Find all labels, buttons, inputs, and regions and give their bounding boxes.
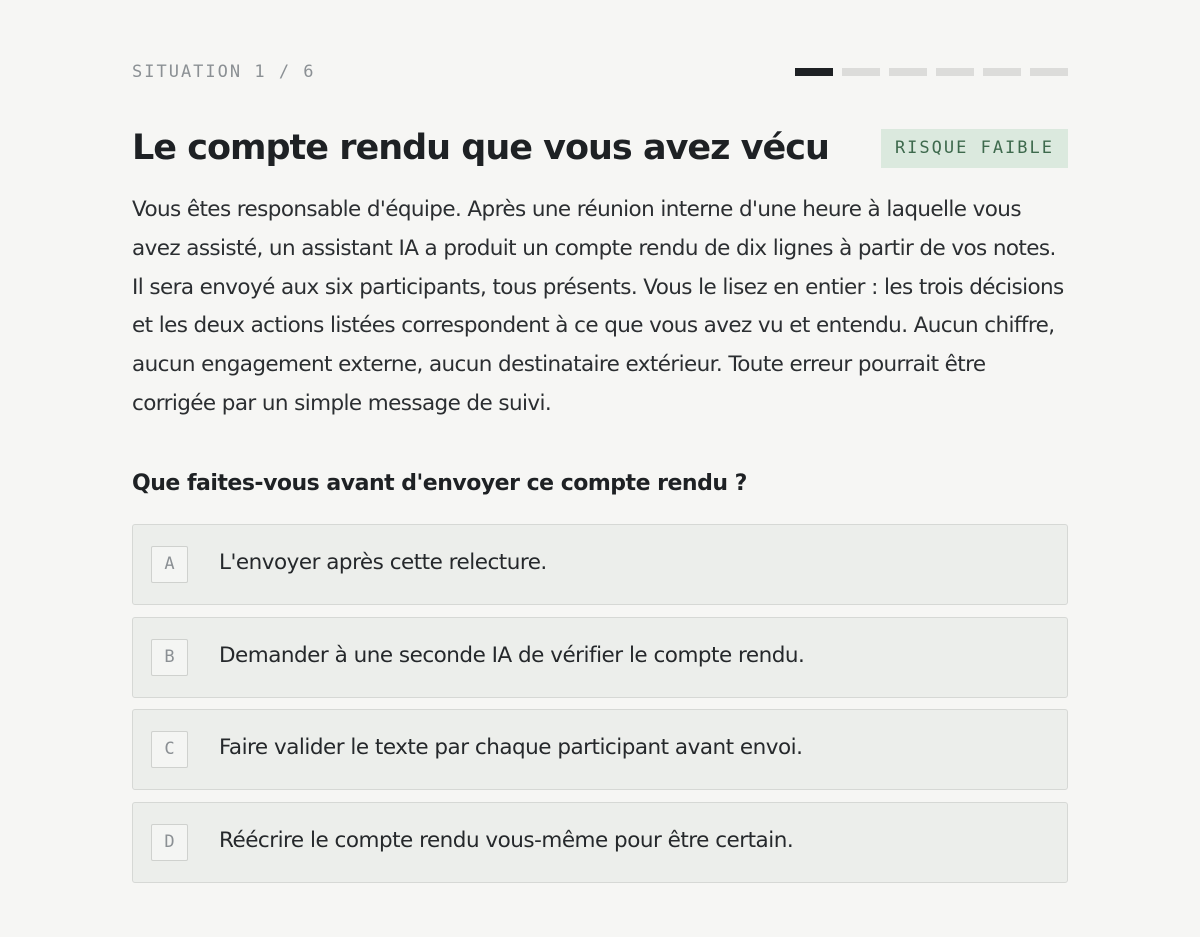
option-a[interactable] <box>132 524 1068 605</box>
option-b[interactable] <box>132 617 1068 698</box>
answer-options <box>132 524 1068 894</box>
question-prompt: Que faites-vous avant d'envoyer ce compte rendu ? <box>132 471 747 496</box>
option-text: Faire valider le texte par chaque participant avant envoi. <box>219 735 803 760</box>
progress-segment <box>1030 68 1068 76</box>
option-c[interactable] <box>132 709 1068 790</box>
option-text: L'envoyer après cette relecture. <box>219 550 547 575</box>
progress-bar <box>795 68 1068 76</box>
progress-segment <box>936 68 974 76</box>
option-key: D <box>151 824 188 861</box>
option-text: Réécrire le compte rendu vous-même pour être certain. <box>219 827 794 853</box>
option-key: A <box>151 546 188 583</box>
step-counter: SITUATION 1 / 6 <box>132 62 316 82</box>
progress-segment <box>889 68 927 76</box>
risk-badge: RISQUE FAIBLE <box>881 129 1068 168</box>
progress-segment <box>983 68 1021 76</box>
progress-header <box>132 60 1068 84</box>
progress-segment <box>842 68 880 76</box>
option-d[interactable] <box>132 802 1068 883</box>
situation-description: Vous êtes responsable d'équipe. Après une réunion interne d'une heure à laquelle vous avez assisté, un assistant IA a produit un compte rendu de dix lignes à partir de vos notes. Il sera envoyé aux six participants, tous présents. Vous le lisez en entier : les trois décisions et les deux actions listées correspondent à ce que vous avez vu et entendu. Aucun chiffre, aucun engagement externe, aucun destinataire extérieur. Toute erreur pourrait être corrigée par un simple message de suivi. <box>132 197 1064 416</box>
option-key: B <box>151 639 188 676</box>
option-text: Demander à une seconde IA de vérifier le compte rendu. <box>219 642 805 668</box>
situation-title: Le compte rendu que vous avez vécu <box>132 128 829 168</box>
progress-segment <box>795 68 833 76</box>
option-key: C <box>151 731 188 768</box>
